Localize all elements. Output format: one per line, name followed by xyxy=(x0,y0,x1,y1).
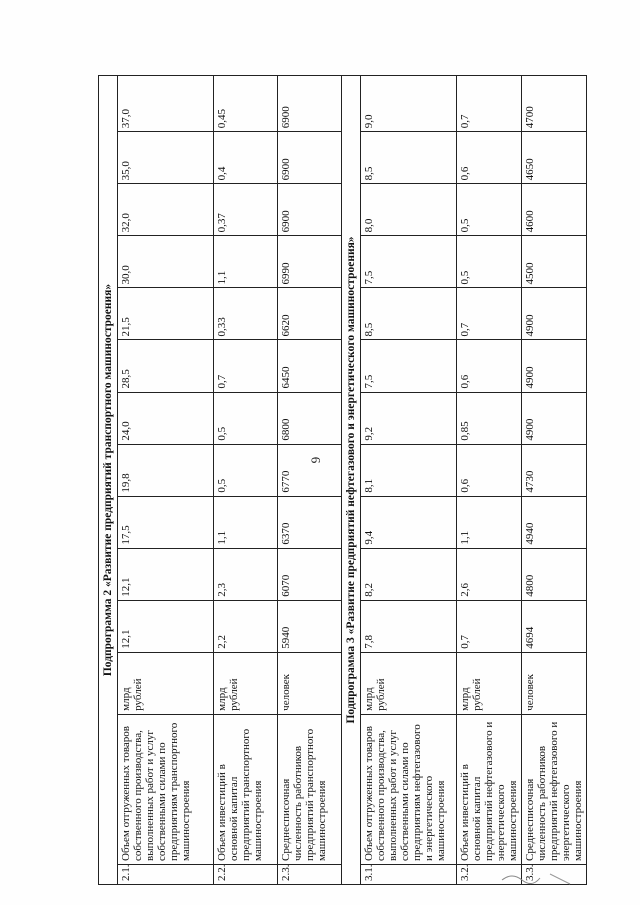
value-cell: 0,33 xyxy=(214,288,278,340)
value-cell: 12,1 xyxy=(118,548,214,600)
unit-cell: млрд рублей xyxy=(214,652,278,714)
value-cell: 30,0 xyxy=(118,236,214,288)
row-number: 3.3. xyxy=(522,864,587,884)
value-cell: 8,5 xyxy=(361,132,457,184)
row-number: 2.3. xyxy=(278,864,342,884)
value-cell: 6900 xyxy=(278,184,342,236)
value-cell: 4800 xyxy=(522,548,587,600)
value-cell: 6620 xyxy=(278,288,342,340)
value-cell: 0,7 xyxy=(457,600,522,652)
value-cell: 6070 xyxy=(278,548,342,600)
value-cell: 4694 xyxy=(522,600,587,652)
value-cell: 12,1 xyxy=(118,600,214,652)
unit-cell: млрд рублей xyxy=(457,652,522,714)
indicator-name: Объем инвестиций в основной капитал предприятий нефтегазового и энергетического машиностроения xyxy=(457,714,522,864)
table-container xyxy=(98,75,584,885)
indicator-name: Среднесписочная численность работников предприятий нефтегазового и энергетического машиностроения xyxy=(522,714,587,864)
value-cell: 0,45 xyxy=(214,76,278,132)
section-title: Подпрограмма 3 «Развитие предприятий нефтегазового и энергетического машиностроения» xyxy=(342,76,361,885)
value-cell: 28,5 xyxy=(118,340,214,392)
value-cell: 8,0 xyxy=(361,184,457,236)
value-cell: 5940 xyxy=(278,600,342,652)
value-cell: 2,6 xyxy=(457,548,522,600)
value-cell: 0,7 xyxy=(457,76,522,132)
value-cell: 0,6 xyxy=(457,444,522,496)
value-cell: 2,2 xyxy=(214,600,278,652)
value-cell: 6900 xyxy=(278,132,342,184)
value-cell: 0,85 xyxy=(457,392,522,444)
value-cell: 0,5 xyxy=(457,236,522,288)
value-cell: 1,1 xyxy=(457,496,522,548)
value-cell: 9,0 xyxy=(361,76,457,132)
value-cell: 6900 xyxy=(278,76,342,132)
rotated-table xyxy=(98,75,584,885)
table-body xyxy=(99,76,587,885)
indicator-name: Объем отгруженных товаров собственного производства, выполненных работ и услуг собственными силами по предприятиям транспортного машиностроения xyxy=(118,714,214,864)
page-number: 6 xyxy=(308,456,324,464)
value-cell: 17,5 xyxy=(118,496,214,548)
value-cell: 7,8 xyxy=(361,600,457,652)
section-title: Подпрограмма 2 «Развитие предприятий транспортного машиностроения» xyxy=(99,76,118,885)
value-cell: 4900 xyxy=(522,392,587,444)
value-cell: 1,1 xyxy=(214,236,278,288)
value-cell: 4900 xyxy=(522,288,587,340)
value-cell: 7,5 xyxy=(361,340,457,392)
value-cell: 7,5 xyxy=(361,236,457,288)
value-cell: 8,1 xyxy=(361,444,457,496)
value-cell: 0,5 xyxy=(457,184,522,236)
indicator-name: Среднесписочная численность работников предприятий транспортного машиностроения xyxy=(278,714,342,864)
value-cell: 4700 xyxy=(522,76,587,132)
value-cell: 24,0 xyxy=(118,392,214,444)
indicators-table xyxy=(98,75,587,885)
value-cell: 4900 xyxy=(522,340,587,392)
value-cell: 0,4 xyxy=(214,132,278,184)
section-header-row xyxy=(342,76,361,885)
value-cell: 0,6 xyxy=(457,132,522,184)
value-cell: 0,37 xyxy=(214,184,278,236)
value-cell: 21,5 xyxy=(118,288,214,340)
value-cell: 8,5 xyxy=(361,288,457,340)
unit-cell: человек xyxy=(278,652,342,714)
value-cell: 6450 xyxy=(278,340,342,392)
table-row xyxy=(214,76,278,885)
value-cell: 35,0 xyxy=(118,132,214,184)
value-cell: 4600 xyxy=(522,184,587,236)
value-cell: 37,0 xyxy=(118,76,214,132)
value-cell: 6800 xyxy=(278,392,342,444)
row-number: 2.2. xyxy=(214,864,278,884)
unit-cell: человек xyxy=(522,652,587,714)
value-cell: 6770 xyxy=(278,444,342,496)
value-cell: 0,5 xyxy=(214,392,278,444)
value-cell: 0,7 xyxy=(457,288,522,340)
table-row xyxy=(118,76,214,885)
value-cell: 0,5 xyxy=(214,444,278,496)
value-cell: 1,1 xyxy=(214,496,278,548)
value-cell: 4500 xyxy=(522,236,587,288)
indicator-name: Объем инвестиций в основной капитал предприятий транспортного машиностроения xyxy=(214,714,278,864)
table-row xyxy=(361,76,457,885)
value-cell: 32,0 xyxy=(118,184,214,236)
value-cell: 6990 xyxy=(278,236,342,288)
row-number: 3.2. xyxy=(457,864,522,884)
table-row xyxy=(278,76,342,885)
row-number: 3.1. xyxy=(361,864,457,884)
value-cell: 9,2 xyxy=(361,392,457,444)
section-header-row xyxy=(99,76,118,885)
unit-cell: млрд рублей xyxy=(361,652,457,714)
table-row xyxy=(457,76,522,885)
value-cell: 4730 xyxy=(522,444,587,496)
value-cell: 4940 xyxy=(522,496,587,548)
handwritten-mark-icon xyxy=(500,868,580,888)
value-cell: 0,6 xyxy=(457,340,522,392)
value-cell: 9,4 xyxy=(361,496,457,548)
value-cell: 0,7 xyxy=(214,340,278,392)
row-number: 2.1. xyxy=(118,864,214,884)
unit-cell: млрд рублей xyxy=(118,652,214,714)
indicator-name: Объем отгруженных товаров собственного производства, выполненных работ и услуг собственными силами по предприятиям нефтегазового и энергетического машиностроения xyxy=(361,714,457,864)
value-cell: 8,2 xyxy=(361,548,457,600)
value-cell: 19,8 xyxy=(118,444,214,496)
table-row xyxy=(522,76,587,885)
value-cell: 4650 xyxy=(522,132,587,184)
value-cell: 2,3 xyxy=(214,548,278,600)
value-cell: 6370 xyxy=(278,496,342,548)
